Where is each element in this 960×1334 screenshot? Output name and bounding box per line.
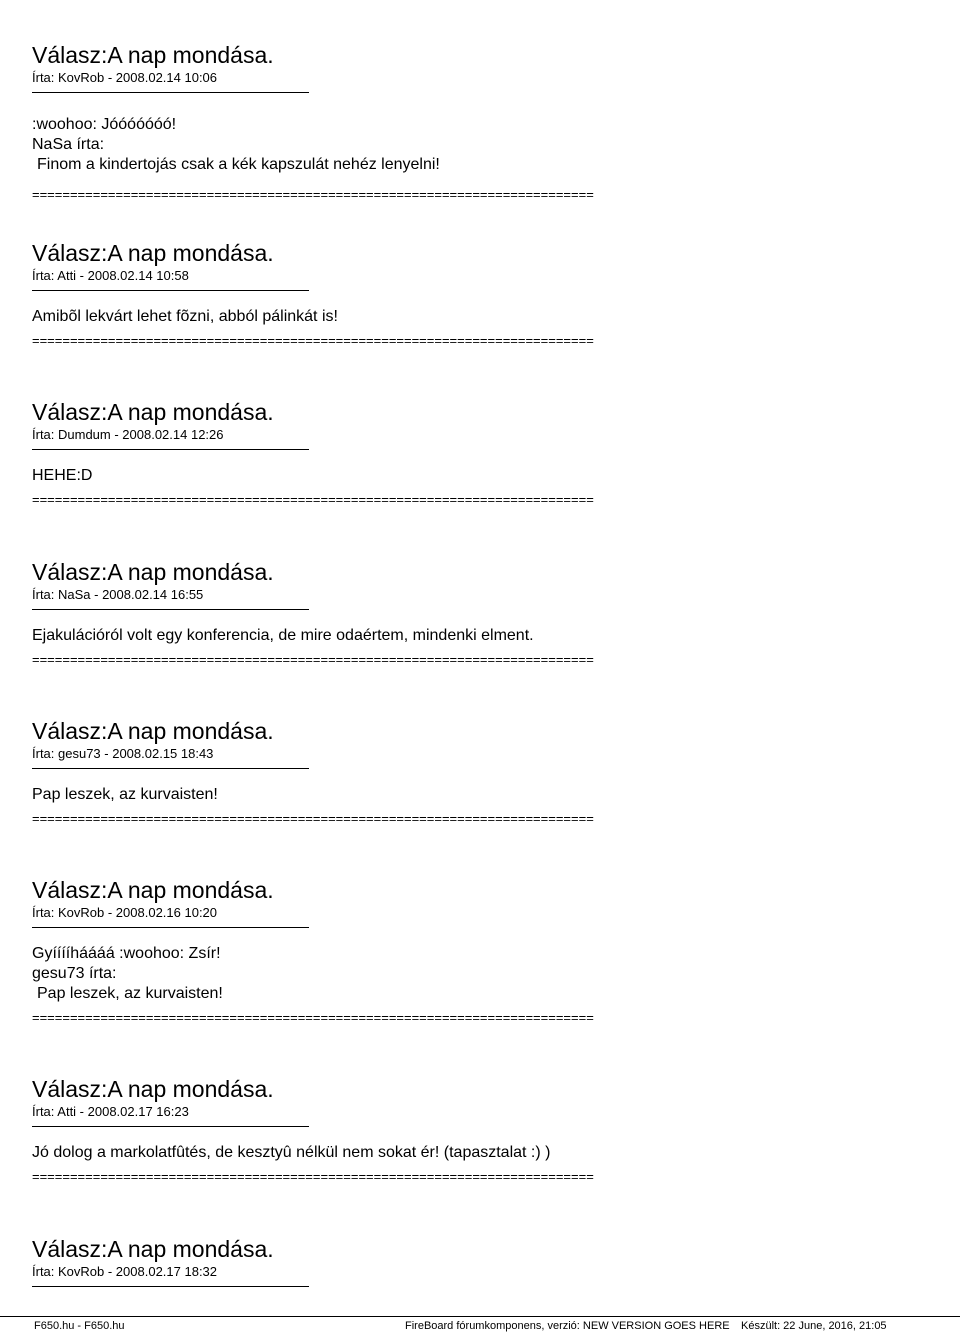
quote-author: gesu73 írta: [32, 965, 117, 982]
divider [32, 290, 309, 291]
forum-post [32, 559, 652, 668]
post-meta: Írta: gesu73 - 2008.02.15 18:43 [32, 746, 214, 761]
post-meta: Írta: KovRob - 2008.02.16 10:20 [32, 905, 218, 920]
post-body [32, 466, 652, 486]
forum-post [32, 1076, 652, 1185]
forum-post [32, 877, 652, 1026]
post-line: Amibõl lekvárt lehet fõzni, abból pálinkát is! [32, 308, 338, 325]
post-line: HEHE:D [32, 467, 93, 484]
divider [32, 1126, 309, 1127]
post-meta: Írta: KovRob - 2008.02.14 10:06 [32, 70, 218, 85]
footer-site: F650.hu - F650.hu [34, 1320, 125, 1332]
forum-post [32, 399, 652, 508]
divider [32, 92, 309, 93]
post-body [32, 944, 652, 1004]
forum-post [32, 42, 652, 203]
post-title: Válasz:A nap mondása. [32, 877, 274, 903]
post-separator: ========================================================================== [32, 652, 594, 667]
footer-component: FireBoard fórumkomponens, verzió: NEW VERSION GOES HERE [405, 1320, 730, 1332]
post-separator: ========================================================================== [32, 492, 594, 507]
forum-post [32, 1236, 652, 1287]
quote-text: Finom a kindertojás csak a kék kapszulát nehéz lenyelni! [37, 156, 440, 173]
post-line: Gyííííháááá :woohoo: Zsír! [32, 945, 221, 962]
divider [32, 449, 309, 450]
post-separator: ========================================================================== [32, 1169, 594, 1184]
quote-text: Pap leszek, az kurvaisten! [37, 985, 223, 1002]
forum-post [32, 240, 652, 349]
divider [32, 927, 309, 928]
post-meta: Írta: Dumdum - 2008.02.14 12:26 [32, 427, 224, 442]
quote-author: NaSa írta: [32, 136, 105, 153]
divider [32, 609, 309, 610]
post-separator: ========================================================================== [32, 333, 594, 348]
post-title: Válasz:A nap mondása. [32, 399, 274, 425]
divider [32, 768, 309, 769]
post-title: Válasz:A nap mondása. [32, 42, 274, 68]
post-separator: ========================================================================== [32, 811, 594, 826]
page-footer [0, 1316, 960, 1333]
post-meta: Írta: Atti - 2008.02.17 16:23 [32, 1104, 189, 1119]
post-meta: Írta: Atti - 2008.02.14 10:58 [32, 268, 189, 283]
post-line: Ejakulációról volt egy konferencia, de mire odaértem, mindenki elment. [32, 627, 534, 644]
post-title: Válasz:A nap mondása. [32, 718, 274, 744]
post-title: Válasz:A nap mondása. [32, 240, 274, 266]
post-body [32, 785, 652, 805]
post-body [32, 1143, 652, 1163]
divider [32, 1286, 309, 1287]
post-title: Válasz:A nap mondása. [32, 559, 274, 585]
forum-post [32, 718, 652, 827]
post-separator: ========================================================================== [32, 1010, 594, 1025]
post-meta: Írta: NaSa - 2008.02.14 16:55 [32, 587, 204, 602]
post-body [32, 115, 652, 175]
post-body [32, 307, 652, 327]
post-line: Jó dolog a markolatfûtés, de kesztyû nélkül nem sokat ér! (tapasztalat :) ) [32, 1144, 551, 1161]
post-body [32, 626, 652, 646]
post-separator: ========================================================================== [32, 187, 594, 202]
post-line: :woohoo: Jóóóóóóó! [32, 116, 177, 133]
footer-generated: Készült: 22 June, 2016, 21:05 [741, 1320, 887, 1332]
post-title: Válasz:A nap mondása. [32, 1076, 274, 1102]
post-line: Pap leszek, az kurvaisten! [32, 786, 218, 803]
post-title: Válasz:A nap mondása. [32, 1236, 274, 1262]
post-meta: Írta: KovRob - 2008.02.17 18:32 [32, 1264, 218, 1279]
